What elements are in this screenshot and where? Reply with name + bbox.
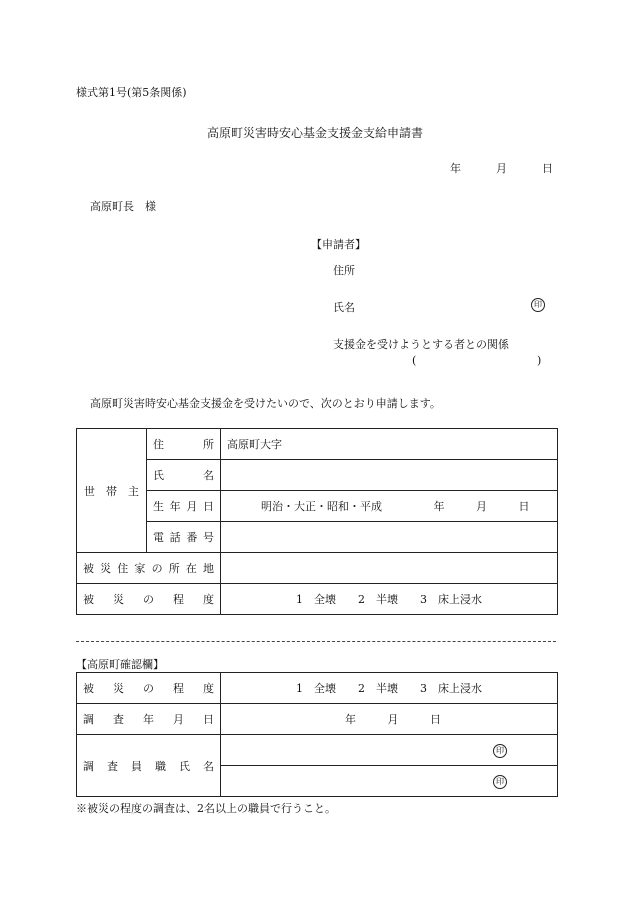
survey-day: 日 xyxy=(430,713,441,726)
applicant-heading: 【申請者】 xyxy=(311,238,366,251)
phone-field[interactable] xyxy=(221,522,558,553)
surveyor-field-2[interactable] xyxy=(221,766,558,797)
footnote: ※被災の程度の調査は、2名以上の職員で行うこと。 xyxy=(76,802,336,815)
surveyor-seal-icon-1: 印 xyxy=(493,744,507,758)
form-number: 様式第1号(第5条関係) xyxy=(76,86,187,99)
application-statement: 高原町災害時安心基金支援金を受けたいので、次のとおり申請します。 xyxy=(90,397,441,410)
date-line xyxy=(450,160,553,176)
household-table xyxy=(76,428,558,615)
surveyor-seal-icon-2: 印 xyxy=(493,775,507,789)
applicant-address-label: 住所 xyxy=(333,264,355,277)
applicant-relation-label: 支援金を受けようとする者との関係 xyxy=(333,338,509,351)
damage-level-options[interactable]: 1 全壊 2 半壊 3 床上浸水 xyxy=(221,584,558,615)
survey-year: 年 xyxy=(345,713,356,726)
address-value: 高原町大字 xyxy=(227,438,282,451)
applicant-seal-icon: 印 xyxy=(531,298,545,312)
birth-date-label: 生年月日 xyxy=(147,491,221,522)
birth-month: 月 xyxy=(476,500,487,513)
survey-date-label: 調査年月日 xyxy=(77,704,221,735)
address-field[interactable] xyxy=(221,429,558,460)
address-label: 住所 xyxy=(147,429,221,460)
phone-label: 電話番号 xyxy=(147,522,221,553)
confirm-damage-level-options[interactable]: 1 全壊 2 半壊 3 床上浸水 xyxy=(221,673,558,704)
addressee: 高原町長 様 xyxy=(90,200,156,213)
survey-month: 月 xyxy=(387,713,399,726)
damaged-house-location-field[interactable] xyxy=(221,553,558,584)
name-label: 氏名 xyxy=(147,460,221,491)
era-options: 明治・大正・昭和・平成 xyxy=(261,500,382,513)
survey-date-field[interactable] xyxy=(221,704,558,735)
relation-paren-close: ) xyxy=(537,354,542,367)
date-year: 年 xyxy=(450,162,461,175)
birth-year: 年 xyxy=(433,500,445,513)
confirmation-table xyxy=(76,672,558,797)
birth-day: 日 xyxy=(518,500,530,513)
document-title: 高原町災害時安心基金支援金支給申請書 xyxy=(206,126,423,140)
applicant-name-label: 氏名 xyxy=(333,301,355,314)
name-field[interactable] xyxy=(221,460,558,491)
date-day: 日 xyxy=(542,162,553,175)
confirmation-heading: 【高原町確認欄】 xyxy=(76,658,164,671)
date-month: 月 xyxy=(496,162,507,175)
surveyor-field-1[interactable] xyxy=(221,735,558,766)
confirm-damage-level-label: 被災の程度 xyxy=(77,673,221,704)
household-head-label: 世 帯 主 xyxy=(77,429,147,553)
surveyor-label: 調査員職氏名 xyxy=(77,735,221,797)
damage-level-label: 被災の程度 xyxy=(77,584,221,615)
relation-paren-open: ( xyxy=(412,354,417,367)
birth-date-field[interactable] xyxy=(221,491,558,522)
cut-line-divider xyxy=(76,641,556,642)
damaged-house-location-label: 被災住家の所在地 xyxy=(77,553,221,584)
